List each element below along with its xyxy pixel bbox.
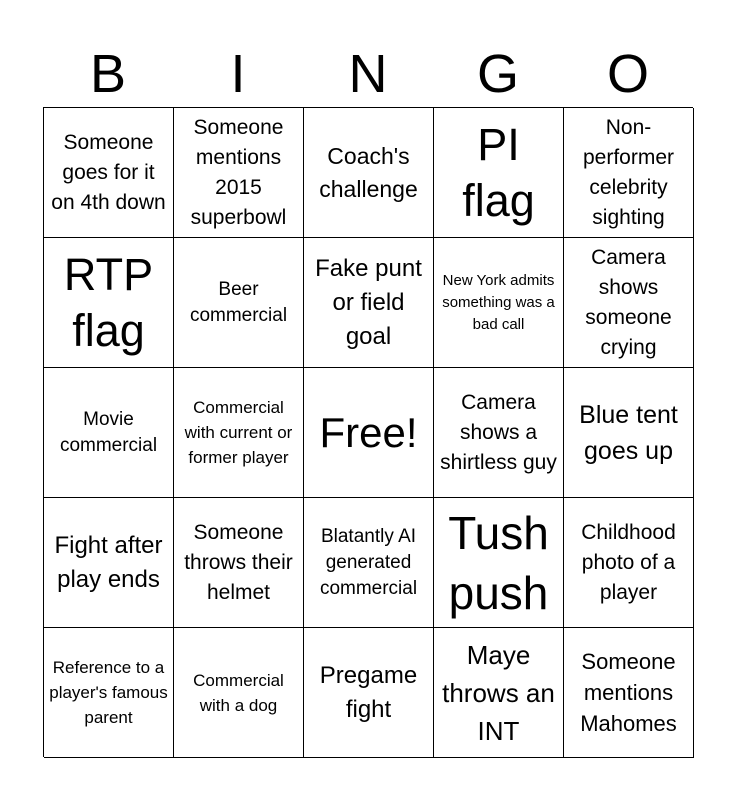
cell-text: Blue tent goes up xyxy=(579,400,678,465)
bingo-cell[interactable] xyxy=(434,628,564,758)
header-letter-g: G xyxy=(476,44,519,104)
cell-text: PI flag xyxy=(462,118,535,226)
bingo-cell[interactable] xyxy=(304,498,434,628)
cell-text: Free! xyxy=(319,408,418,456)
cell-text: Fight after play ends xyxy=(54,531,163,593)
cell-text: Beer commercial xyxy=(189,278,288,326)
bingo-cell[interactable] xyxy=(44,368,174,498)
bingo-cell[interactable] xyxy=(304,368,434,498)
bingo-cell[interactable] xyxy=(174,368,304,498)
bingo-cell[interactable] xyxy=(434,368,564,498)
bingo-cell[interactable] xyxy=(304,238,434,368)
bingo-cell[interactable] xyxy=(174,498,304,628)
bingo-cell[interactable] xyxy=(304,108,434,238)
cell-text: Pregame fight xyxy=(319,661,418,723)
cell-text: Fake punt or field goal xyxy=(315,254,422,350)
cell-text: New York admits something was a bad call xyxy=(442,271,555,333)
bingo-cell[interactable] xyxy=(564,628,694,758)
bingo-cell[interactable] xyxy=(174,238,304,368)
cell-text: Commercial with a dog xyxy=(193,670,284,715)
bingo-cell[interactable] xyxy=(564,368,694,498)
cell-text: Non-performer celebrity sighting xyxy=(582,115,675,229)
bingo-cell[interactable] xyxy=(174,628,304,758)
header-letter-b: B xyxy=(89,44,127,104)
cell-text: Camera shows a shirtless guy xyxy=(440,390,557,474)
cell-text: Tush push xyxy=(448,506,549,619)
bingo-cell[interactable] xyxy=(564,498,694,628)
bingo-cell[interactable] xyxy=(44,108,174,238)
bingo-cell[interactable] xyxy=(44,498,174,628)
cell-text: Maye throws an INT xyxy=(442,639,555,746)
header-letter-n: N xyxy=(348,44,388,104)
bingo-cell[interactable] xyxy=(434,108,564,238)
bingo-header xyxy=(43,42,693,106)
bingo-cell[interactable] xyxy=(304,628,434,758)
bingo-board xyxy=(43,107,693,757)
cell-text: Commercial with current or former player xyxy=(184,398,293,467)
cell-text: Childhood photo of a player xyxy=(581,520,676,604)
bingo-cell[interactable] xyxy=(174,108,304,238)
cell-text: Movie commercial xyxy=(59,408,158,456)
cell-text: Reference to a player's famous parent xyxy=(49,658,168,727)
cell-text: Someone mentions Mahomes xyxy=(580,649,677,736)
cell-text: Someone goes for it on 4th down xyxy=(51,130,166,214)
cell-text: Someone mentions 2015 superbowl xyxy=(190,115,287,229)
bingo-cell[interactable] xyxy=(564,108,694,238)
bingo-cell[interactable] xyxy=(44,628,174,758)
bingo-cell[interactable] xyxy=(434,238,564,368)
cell-text: Someone throws their helmet xyxy=(184,520,293,604)
cell-text: Blatantly AI generated commercial xyxy=(319,525,418,599)
header-letter-i: I xyxy=(230,44,246,104)
cell-text: Coach's challenge xyxy=(319,142,418,202)
cell-text: Camera shows someone crying xyxy=(585,245,672,359)
bingo-cell[interactable] xyxy=(434,498,564,628)
cell-text: RTP flag xyxy=(63,248,154,356)
header-letter-o: O xyxy=(606,44,649,104)
bingo-cell[interactable] xyxy=(564,238,694,368)
bingo-cell[interactable] xyxy=(44,238,174,368)
